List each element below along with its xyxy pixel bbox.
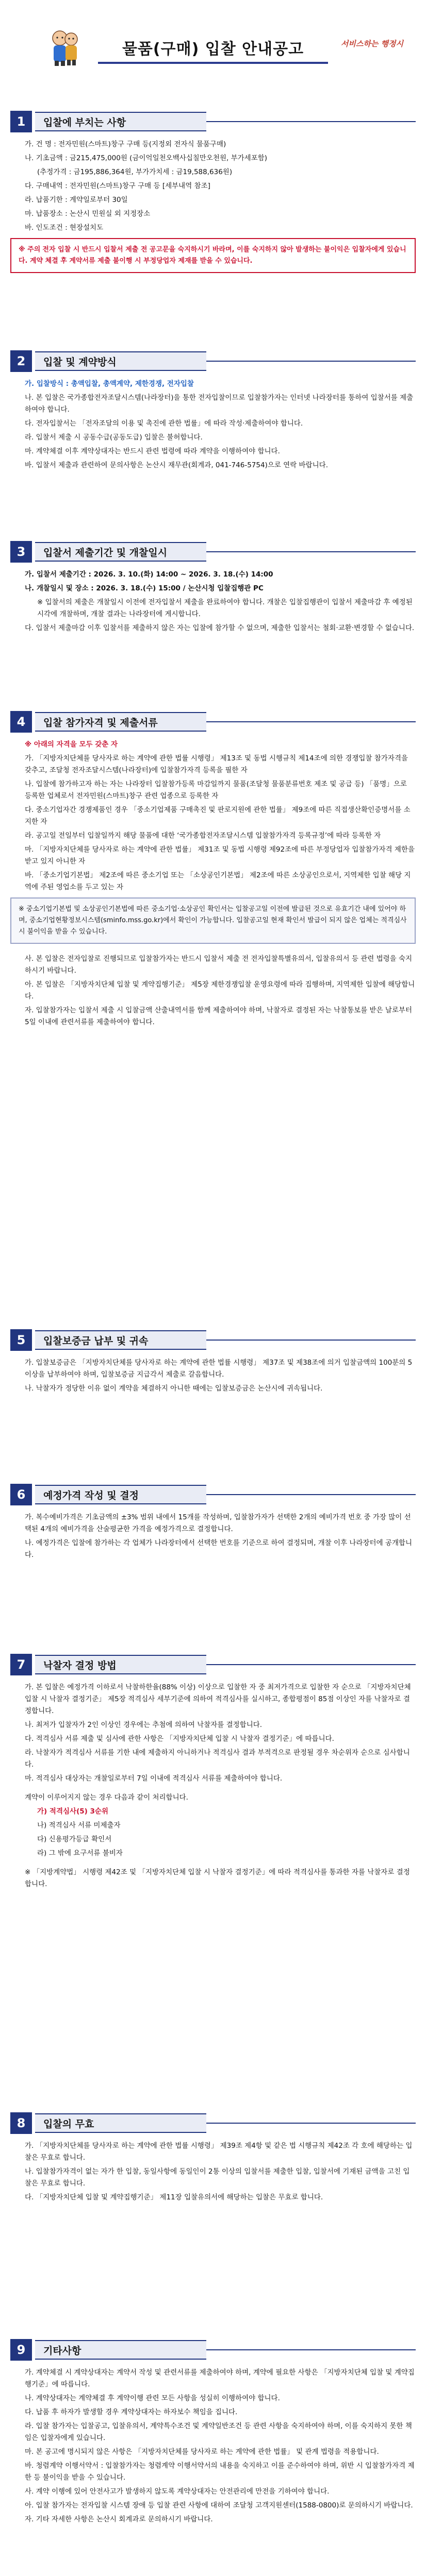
list-item: 가. 입찰보증금은 「지방자치단체를 당사자로 하는 계약에 관한 법률 시행령」 제37조 및 제38조에 의거 입찰금액의 100분의 5 이상을 납부하여야 하며, 입찰보증금 지급각서 제출로 갈음합니다. [25, 1359, 413, 1379]
list-item: 가. 계약체결 시 계약상대자는 계약서 작성 및 관련서류를 제출하여야 하며, 계약에 필요한 사항은 「지방자치단체 입찰 및 계약집행기준」에 따릅니다. [25, 2368, 415, 2388]
list-item: 나. 낙찰자가 정당한 이유 없이 계약을 체결하지 아니한 때에는 입찰보증금은 논산시에 귀속됩니다. [25, 1384, 323, 1393]
section-rule [206, 2123, 416, 2124]
section-title: 입찰에 부치는 사항 [35, 112, 206, 131]
section-rule [206, 721, 416, 722]
list-item: 아. 본 입찰은 「지방자치단체 입찰 및 계약집행기준」 제5장 제한경쟁입찰 운영요령에 따라 집행하며, 지역제한 입찰에 해당합니다. [25, 980, 415, 1001]
section-number: 5 [10, 1329, 32, 1351]
sub-item: 라) 그 밖에 요구서류 불비자 [37, 1849, 123, 1857]
section-1 [10, 111, 416, 277]
header [0, 0, 426, 88]
section-rule [206, 121, 416, 122]
sub-intro: 계약이 이루어지지 않는 경우 다음과 같이 처리합니다. [25, 1793, 188, 1802]
section-title: 입찰서 제출기간 및 개찰일시 [35, 542, 206, 562]
sub-item: 가) 적격심사(5) 3순위 [37, 1807, 108, 1816]
list-item: 가. 「지방자치단체를 당사자로 하는 계약에 관한 법률 시행령」 제39조 제4항 및 같은 법 시행규칙 제42조 각 호에 해당하는 입찰은 무효로 합니다. [25, 2142, 413, 2162]
list-item: 나. 입찰에 참가하고자 하는 자는 나라장터 입찰참가등록 마감일까지 물품(조달청 물품분류번호 제조 및 공급 등) 「품명」으로 등록한 업체로서 전자민원(스마트)창구 관련 업종으로 등록한 자 [25, 780, 407, 800]
list-item: 바. 입찰서 제출과 관련하여 문의사항은 논산시 재무관(회계과, 041-746-5754)으로 연락 바랍니다. [25, 461, 329, 469]
list-item: 나. 입찰참가자격이 없는 자가 한 입찰, 동일사항에 동일인이 2통 이상의 입찰서를 제출한 입찰, 입찰서에 기재된 금액을 고친 입찰은 무효로 합니다. [25, 2167, 410, 2188]
section-number: 2 [10, 350, 32, 372]
list-item: 다. 입찰서 제출마감 이후 입찰서를 제출하지 않은 자는 입찰에 참가할 수 없으며, 제출한 입찰서는 철회·교환·변경할 수 없습니다. [25, 624, 415, 632]
section-number: 6 [10, 1484, 32, 1505]
list-item: 가. 건 명 : 전자민원(스마트)창구 구매 등(지정외 전자식 물품구매) [25, 140, 226, 148]
notice-text: 전자 입찰 시 반드시 입찰서 제출 전 공고문을 숙지하시기 바라며, 이를 숙지하지 않아 발생하는 불이익은 입찰자에게 있습니다. 계약 체결 후 계약서류 제출 불이행 시 부정당업자 제재를 받을 수 있습니다. [19, 246, 406, 265]
list-item: 라. 입찰서 제출 시 공동수급(공동도급) 입찰은 불허합니다. [25, 433, 203, 442]
list-item: 다. 전자입찰서는 「전자조달의 이용 및 촉진에 관한 법률」에 따라 작성·제출하여야 합니다. [25, 419, 303, 428]
section-7 [10, 1654, 416, 1892]
list-item: 다. 구매내역 : 전자민원(스마트)창구 구매 등 [세부내역 참조] [25, 182, 210, 190]
list-item: 바. 인도조건 : 현장설치도 [25, 224, 104, 232]
section-title: 입찰보증금 납부 및 귀속 [35, 1330, 206, 1350]
section-2 [10, 350, 416, 473]
list-item: (추정가격 : 금195,886,364원, 부가가치세 : 금19,588,636원) [37, 168, 233, 176]
list-item: 라. 납품기한 : 계약일로부터 30일 [25, 196, 128, 204]
list-item: 가. 입찰서 제출기간 : 2026. 3. 10.(화) 14:00 ~ 2026. 3. 18.(수) 14:00 [25, 570, 273, 579]
sub-item: 나) 적격심사 서류 미제출자 [37, 1821, 121, 1829]
list-item: 나. 최저가 입찰자가 2인 이상인 경우에는 추첨에 의하여 낙찰자를 결정합니다. [25, 1721, 263, 1729]
list-item: 아. 입찰 참가자는 전자입찰 시스템 장애 등 입찰 관련 사항에 대하여 조달청 고객지원센터(1588-0800)로 문의하시기 바랍니다. [25, 2501, 413, 2510]
sub-item: 다) 신용평가등급 확인서 [37, 1835, 112, 1843]
list-item: 자. 기타 자세한 사항은 논산시 회계과로 문의하시기 바랍니다. [25, 2515, 213, 2523]
list-item: 나. 예정가격은 입찰에 참가하는 각 업체가 나라장터에서 선택한 번호를 기준으로 하여 결정되며, 개찰 이후 나라장터에 공개합니다. [25, 1539, 413, 1559]
title-underline [98, 62, 328, 64]
section-title: 기타사항 [35, 2340, 206, 2360]
list-item: 가. 복수예비가격은 기초금액의 ±3% 범위 내에서 15개를 작성하며, 입찰참가자가 선택한 2개의 예비가격 번호 중 가장 많이 선택된 4개의 예비가격을 산술평균한 가격을 예정가격으로 결정합니다. [25, 1513, 411, 1533]
list-item: 바. 청렴계약 이행서약서 : 입찰참가자는 청렴계약 이행서약서의 내용을 숙지하고 이를 준수하여야 하며, 위반 시 입찰참가자격 제한 등 불이익을 받을 수 있습니다. [25, 2462, 415, 2482]
list-item: 가. 본 입찰은 예정가격 이하로서 낙찰하한율(88% 이상) 이상으로 입찰한 자 중 최저가격으로 입찰한 자 순으로 「지방자치단체 입찰 시 낙찰자 결정기준」 제5장 적격심사 세부기준에 의하여 적격심사를 실시하고, 종합평점이 85점 이상인 자를 낙찰자로 결정합니다. [25, 1683, 411, 1715]
section-9 [10, 2339, 416, 2528]
list-item: 다. 「지방자치단체 입찰 및 계약집행기준」 제11장 입찰유의서에 해당하는 입찰은 무효로 합니다. [25, 2193, 323, 2201]
list-item: 다. 중소기업자간 경쟁제품인 경우 「중소기업제품 구매촉진 및 판로지원에 관한 법률」 제9조에 따른 직접생산확인증명서를 소지한 자 [25, 806, 411, 826]
list-item: 나. 본 입찰은 국가종합전자조달시스템(나라장터)을 통한 전자입찰이므로 입찰참가자는 인터넷 나라장터를 통하여 입찰서를 제출하여야 합니다. [25, 394, 414, 414]
section-rule [206, 2349, 416, 2350]
section-title: 예정가격 작성 및 결정 [35, 1485, 206, 1504]
section-rule [206, 551, 416, 552]
note-box: ※ 중소기업기본법 및 소상공인기본법에 따른 중소기업·소상공인 확인서는 입찰공고일 이전에 발급된 것으로 유효기간 내에 있어야 하며, 중소기업현황정보시스템(sminfo.mss.go.kr)에서 확인이 가능합니다. 입찰공고일 현재 확인서 발급이 되지 않은 업체는 적격심사 시 불이익을 받을 수 있습니다. [10, 897, 416, 944]
list-item: 라. 낙찰자가 적격심사 서류를 기한 내에 제출하지 아니하거나 적격심사 결과 부적격으로 판정될 경우 차순위자 순으로 심사합니다. [25, 1749, 410, 1769]
tail-note: ※ 「지방계약법」 시행령 제42조 및 「지방자치단체 입찰 시 낙찰자 결정기준」에 따라 적격심사를 통과한 자를 낙찰자로 결정합니다. [25, 1868, 410, 1888]
section-rule [206, 1664, 416, 1665]
notice-label: ※ 주의 [19, 246, 41, 253]
section-number: 1 [10, 111, 32, 132]
list-item: 다. 납품 후 하자가 발생할 경우 계약상대자는 하자보수 책임을 집니다. [25, 2408, 238, 2416]
list-item: 마. 계약체결 이후 계약상대자는 반드시 관련 법령에 따라 계약을 이행하여야 합니다. [25, 447, 280, 455]
section-rule [206, 1494, 416, 1495]
list-item: 라. 공고일 전일부터 입찰일까지 해당 물품에 대한 ‘국가종합전자조달시스템 입찰참가자격 등록규정’에 따라 등록한 자 [25, 832, 381, 840]
list-item: 자. 입찰참가자는 입찰서 제출 시 입찰금액 산출내역서를 함께 제출하여야 하며, 낙찰자로 결정된 자는 낙찰통보를 받은 날로부터 5일 이내에 관련서류를 제출하여야 합니다. [25, 1006, 413, 1026]
section-5 [10, 1329, 416, 1397]
list-item: 사. 계약 이행에 있어 안전사고가 발생하지 않도록 계약상대자는 안전관리에 만전을 기하여야 합니다. [25, 2487, 330, 2496]
notice-box [10, 238, 416, 273]
list-item: 마. 본 공고에 명시되지 않은 사항은 「지방자치단체를 당사자로 하는 계약에 관한 법률」 및 관계 법령을 적용합니다. [25, 2448, 379, 2456]
list-item: 바. 「중소기업기본법」 제2조에 따른 중소기업 또는 「소상공인기본법」 제2조에 따른 소상공인으로서, 지역제한 입찰 해당 지역에 주된 영업소를 두고 있는 자 [25, 871, 411, 891]
list-item: 나. 계약상대자는 계약체결 후 계약이행 관련 모든 사항을 성실히 이행하여야 합니다. [25, 2394, 280, 2402]
list-item: 마. 「지방자치단체를 당사자로 하는 계약에 관한 법률」 제31조 및 동법 시행령 제92조에 따른 부정당업자 입찰참가자격 제한을 받고 있지 아니한 자 [25, 845, 415, 866]
list-item: 가. 「지방자치단체를 당사자로 하는 계약에 관한 법률 시행령」 제13조 및 동법 시행규칙 제14조에 의한 경쟁입찰 참가자격을 갖추고, 조달청 전자조달시스템(나라장터)에 입찰참가자격 등록을 필한 자 [25, 754, 408, 774]
section-number: 7 [10, 1654, 32, 1675]
section-title: 입찰의 무효 [35, 2113, 206, 2133]
section-number: 9 [10, 2339, 32, 2361]
list-item: 다. 적격심사 서류 제출 및 심사에 관한 사항은 「지방자치단체 입찰 시 낙찰자 결정기준」에 따릅니다. [25, 1735, 334, 1743]
list-item: 나. 기초금액 : 금215,475,000원 (금이억일천오백사십칠만오천원, 부가세포함) [25, 154, 268, 162]
section-4 [10, 711, 416, 1030]
section-number: 4 [10, 711, 32, 733]
intro-text: ※ 아래의 자격을 모두 갖춘 자 [25, 740, 118, 749]
brand-logo: 서비스하는 행정시 [340, 39, 403, 48]
list-item: ※ 입찰서의 제출은 개찰일시 이전에 전자입찰서 제출을 완료하여야 합니다. 개찰은 입찰집행관이 입찰서 제출마감 후 예정된 시각에 개찰하며, 개찰 결과는 나라장터에 게시합니다. [37, 598, 413, 618]
list-item: 라. 입찰 참가자는 입찰공고, 입찰유의서, 계약특수조건 및 계약일반조건 등 관련 사항을 숙지하여야 하며, 이를 숙지하지 못한 책임은 입찰자에게 있습니다. [25, 2422, 412, 2442]
list-item: 가. 입찰방식 : 총액입찰, 총액계약, 제한경쟁, 전자입찰 [25, 380, 194, 388]
section-title: 입찰 참가자격 및 제출서류 [35, 712, 206, 732]
section-rule [206, 1340, 416, 1341]
list-item: 사. 본 입찰은 전자입찰로 진행되므로 입찰참가자는 반드시 입찰서 제출 전 전자입찰특별유의서, 입찰유의서 등 관련 법령을 숙지하시기 바랍니다. [25, 955, 413, 975]
list-item: 마. 적격심사 대상자는 개찰일로부터 7일 이내에 적격심사 서류를 제출하여야 합니다. [25, 1774, 283, 1783]
page-title: 물품(구매) 입찰 안내공고 [122, 40, 304, 58]
section-3 [10, 541, 416, 636]
section-6 [10, 1484, 416, 1563]
section-number: 8 [10, 2112, 32, 2134]
section-8 [10, 2112, 416, 2206]
section-title: 입찰 및 계약방식 [35, 351, 206, 371]
section-title: 낙찰자 결정 방법 [35, 1655, 206, 1674]
list-item: 마. 납품장소 : 논산시 민원실 외 지정장소 [25, 210, 151, 218]
section-rule [206, 361, 416, 362]
section-number: 3 [10, 541, 32, 563]
list-item: 나. 개찰일시 및 장소 : 2026. 3. 18.(수) 15:00 / 논산시청 입찰집행관 PC [25, 584, 264, 592]
